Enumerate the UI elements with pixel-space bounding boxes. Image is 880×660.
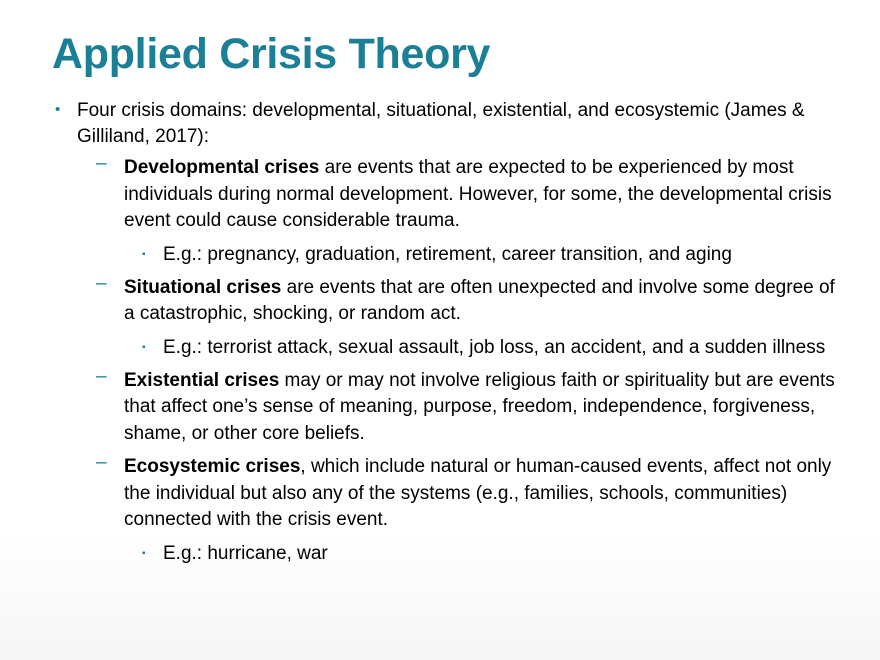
example-text: E.g.: pregnancy, graduation, retirement, career transition, and aging	[163, 243, 732, 265]
square-bullet-icon: ▪	[142, 547, 146, 559]
dash-icon: –	[96, 153, 107, 174]
dash-icon: –	[96, 365, 107, 387]
description-existential: may or may not involve religious faith or spirituality but are events that affect one’s sense of meaning, purpose, freedom, independence, forgiveness, shame, or other core beliefs.	[124, 369, 835, 444]
term-existential: Existential crises	[124, 369, 280, 391]
square-bullet-icon: ▪	[142, 248, 146, 260]
dash-icon: –	[96, 452, 107, 473]
example-ecosystemic	[142, 541, 835, 567]
description-ecosystemic: , which include natural or human-caused events, affect not only the individual but also any of the systems (e.g., families, schools, communities) connected with the crisis event.	[124, 456, 832, 530]
square-bullet-icon: ▪	[142, 341, 146, 353]
description-developmental: are events that are expected to be experienced by most individuals during normal development. However, for some, the developmental crisis event could cause considerable trauma.	[124, 157, 832, 231]
bullet-crisis-domains	[55, 98, 835, 150]
example-text: E.g.: hurricane, war	[163, 542, 328, 564]
sub-bullet-ecosystemic	[96, 452, 835, 534]
term-developmental: Developmental crises	[124, 157, 320, 178]
example-situational	[142, 335, 835, 361]
term-situational: Situational crises	[124, 276, 282, 298]
slide-title: Applied Crisis Theory	[52, 30, 491, 78]
description-situational: are events that are often unexpected and involve some degree of a catastrophic, shocking, or random act.	[124, 276, 835, 324]
sub-bullet-existential	[96, 365, 835, 448]
term-ecosystemic: Ecosystemic crises	[124, 456, 301, 477]
dash-icon: –	[96, 272, 107, 294]
bullet-dot-icon: •	[55, 101, 61, 118]
example-text: E.g.: terrorist attack, sexual assault, job loss, an accident, and a sudden illness	[163, 336, 826, 358]
sub-bullet-situational	[96, 272, 835, 328]
example-developmental	[142, 242, 835, 268]
bullet-text: Four crisis domains: developmental, situational, existential, and ecosystemic (James & Gilliland, 2017):	[77, 100, 805, 147]
sub-bullet-developmental	[96, 153, 835, 235]
slide-content	[55, 98, 835, 574]
